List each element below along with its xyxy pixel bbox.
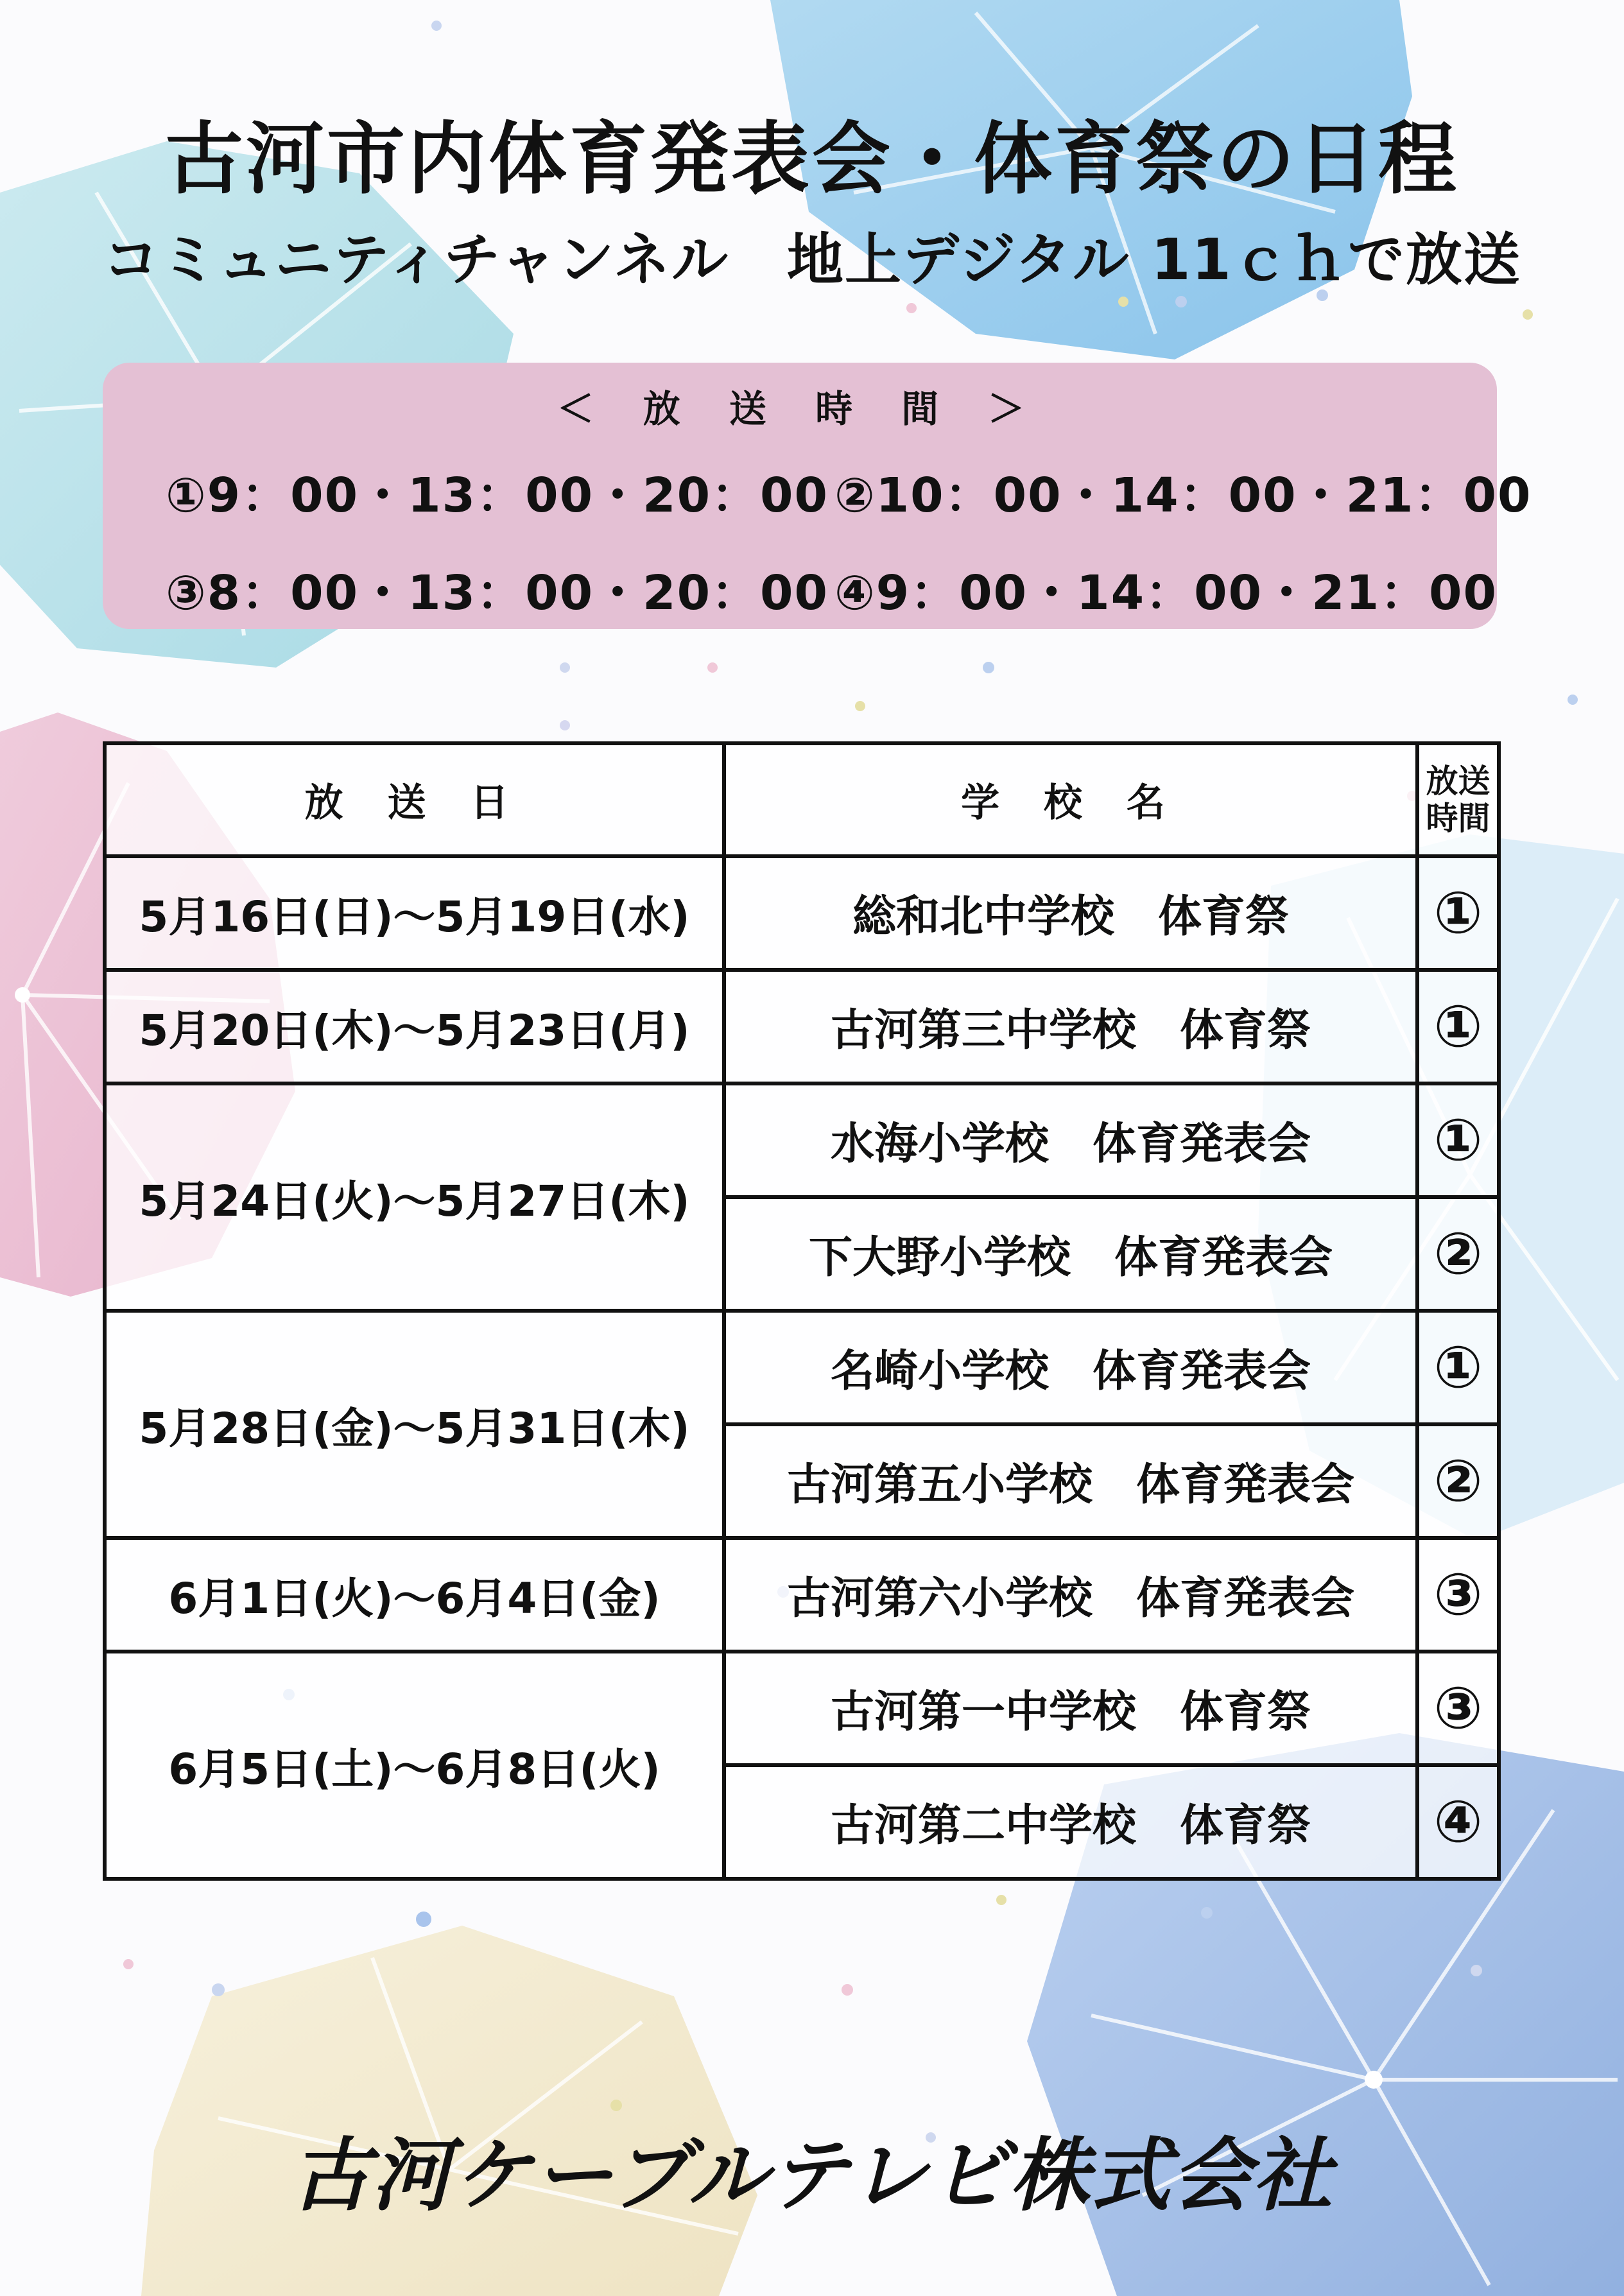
slot-cell: ③ [1417,1652,1499,1765]
slot-cell: ④ [1417,1765,1499,1879]
slot-cell: ① [1417,1311,1499,1424]
date-cell: 5月16日(日)～5月19日(水) [105,856,724,970]
school-cell: 古河第五小学校 体育発表会 [724,1424,1417,1538]
table-row [105,856,1499,970]
school-cell: 古河第三中学校 体育祭 [724,970,1417,1083]
broadcast-slot-3: ③8：00・13：00・20：00 [166,565,829,621]
table-row [105,1538,1499,1652]
header-school-name: 学 校 名 [724,743,1417,856]
date-cell: 6月5日(土)～6月8日(火) [105,1652,724,1879]
broadcast-slot-4: ④9：00・14：00・21：00 [834,565,1498,621]
page-title: 古河市内体育発表会・体育祭の日程 [165,114,1459,205]
broadcast-times-box [103,363,1532,629]
date-cell: 6月1日(火)～6月4日(金) [105,1538,724,1652]
slot-cell: ① [1417,970,1499,1083]
broadcast-slot-2: ②10：00・14：00・21：00 [834,468,1532,523]
school-cell: 総和北中学校 体育祭 [724,856,1417,970]
date-cell: 5月20日(木)～5月23日(月) [105,970,724,1083]
header-broadcast-time: 放送時間 [1417,743,1499,856]
slot-cell: ③ [1417,1538,1499,1652]
broadcast-slot-1: ①9：00・13：00・20：00 [166,468,829,523]
school-cell: 古河第一中学校 体育祭 [724,1652,1417,1765]
school-cell: 名崎小学校 体育発表会 [724,1311,1417,1424]
table-row [105,970,1499,1083]
school-cell: 下大野小学校 体育発表会 [724,1197,1417,1311]
slot-cell: ② [1417,1424,1499,1538]
school-cell: 古河第六小学校 体育発表会 [724,1538,1417,1652]
broadcast-times-heading: ＜ 放 送 時 間 ＞ [557,387,1043,431]
date-cell: 5月28日(金)～5月31日(木) [105,1311,724,1538]
table-row [105,1311,1499,1424]
table-row [105,1083,1499,1197]
table-row [105,1652,1499,1765]
table-header-row [105,743,1499,856]
school-cell: 古河第二中学校 体育祭 [724,1765,1417,1879]
slot-cell: ① [1417,856,1499,970]
school-cell: 水海小学校 体育発表会 [724,1083,1417,1197]
slot-cell: ① [1417,1083,1499,1197]
company-logo-text: 古河ケーブルテレビ株式会社 [290,2130,1334,2222]
page-subtitle: コミュニティチャンネル 地上デジタル 11ｃｈで放送 [103,227,1521,293]
slot-cell: ② [1417,1197,1499,1311]
schedule-table [103,741,1501,1881]
flower-cream-bottom [141,1926,757,2296]
date-cell: 5月24日(火)～5月27日(木) [105,1083,724,1311]
header-broadcast-date: 放 送 日 [105,743,724,856]
